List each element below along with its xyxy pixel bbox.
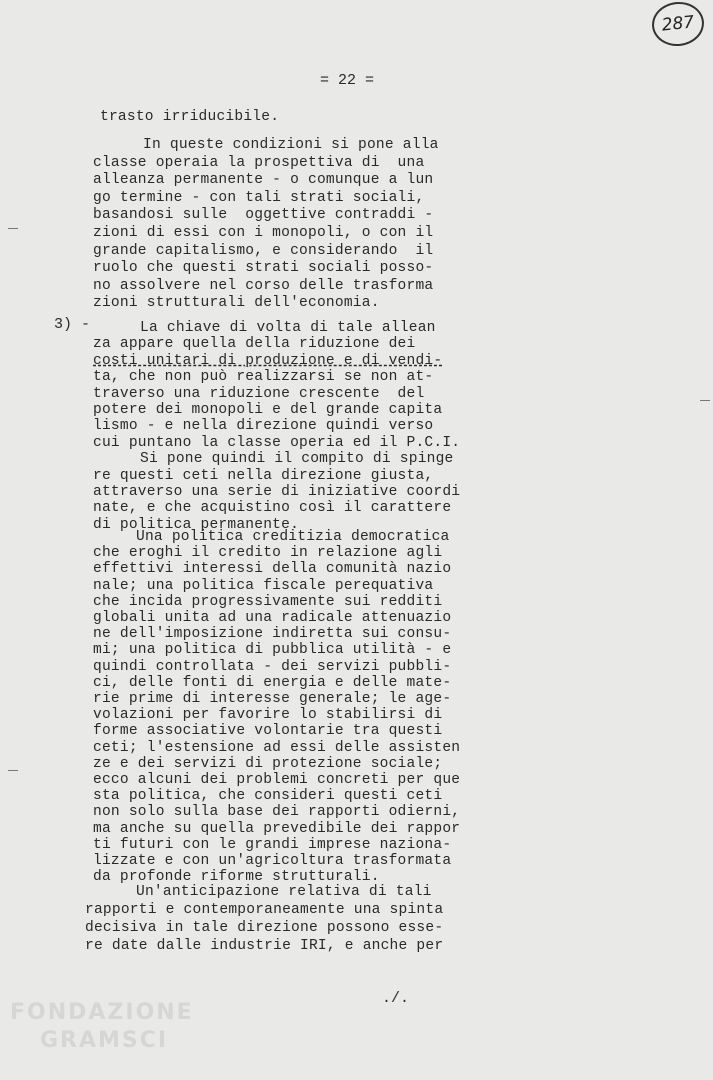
text-line: ceti; l'estensione ad essi delle assisten xyxy=(93,739,461,756)
text-line: trasto irriducibile. xyxy=(100,109,280,125)
margin-mark xyxy=(8,770,18,771)
text-line: decisiva in tale direzione possono esse- xyxy=(85,920,444,936)
text-line: costi unitari di produzione e di vendi- xyxy=(93,352,443,369)
text-line: globali unita ad una radicale attenuazio xyxy=(93,610,452,626)
text-line: che incida progressivamente sui redditi xyxy=(93,593,443,610)
text-line: ci, delle fonti di energia e delle mate- xyxy=(93,674,452,691)
text-line: ruolo che questi strati sociali posso- xyxy=(93,260,434,277)
text-line: quindi controllata - dei servizi pubbli- xyxy=(93,658,452,675)
text-line: re questi ceti nella direzione giusta, xyxy=(93,467,434,484)
text-line: go termine - con tali strati sociali, xyxy=(93,189,425,206)
text-line: forme associative volontarie tra questi xyxy=(93,723,443,740)
text-line: ecco alcuni dei problemi concreti per que xyxy=(93,772,461,788)
page-number: = 22 = xyxy=(320,72,375,89)
text-line: lizzate e con un'agricoltura trasformata xyxy=(93,853,452,869)
margin-mark xyxy=(8,228,18,229)
margin-mark xyxy=(700,400,710,401)
text-line: zioni di essi con i monopoli, o con il xyxy=(93,225,434,241)
continuation-mark: ./. xyxy=(382,990,410,1007)
text-line: traverso una riduzione crescente del xyxy=(93,385,425,402)
text-line: grande capitalismo, e considerando il xyxy=(93,242,434,259)
text-line: classe operaia la prospettiva di una xyxy=(93,154,425,171)
text-line: volazioni per favorire lo stabilirsi di xyxy=(93,707,443,724)
text-line: In queste condizioni si pone alla xyxy=(143,137,439,153)
text-line: rapporti e contemporaneamente una spinta xyxy=(85,902,444,918)
text-line: Un'anticipazione relativa di tali xyxy=(136,884,432,900)
text-line: ti futuri con le grandi imprese naziona- xyxy=(93,836,452,853)
watermark-text: GRAMSCI xyxy=(40,1028,169,1053)
text-line: alleanza permanente - o comunque a lun xyxy=(93,172,434,189)
text-line: Si pone quindi il compito di spinge xyxy=(140,451,454,468)
text-line: basandosi sulle oggettive contraddi - xyxy=(93,207,434,224)
watermark-text: FONDAZIONE xyxy=(10,1000,194,1025)
text-line: che eroghi il credito in relazione agli xyxy=(93,545,443,562)
text-line: ze e dei servizi di protezione sociale; xyxy=(93,755,443,772)
archive-stamp: 287 xyxy=(650,0,706,49)
text-line: Una politica creditizia democratica xyxy=(136,529,450,545)
text-line: effettivi interessi della comunità nazio xyxy=(93,561,452,578)
text-line: potere dei monopoli e del grande capita xyxy=(93,402,443,418)
text-line: nate, e che acquistino così il carattere xyxy=(93,500,452,517)
text-line: za appare quella della riduzione dei xyxy=(93,336,416,353)
text-line: ne dell'imposizione indiretta sui consu- xyxy=(93,626,452,643)
text-line: La chiave di volta di tale allean xyxy=(140,320,436,336)
text-line: rie prime di interesse generale; le age- xyxy=(93,691,452,707)
text-line: re date dalle industrie IRI, e anche per xyxy=(85,938,444,954)
text-line: sta politica, che consideri questi ceti xyxy=(93,788,443,805)
text-line: cui puntano la classe operia ed il P.C.I. xyxy=(93,434,461,451)
text-line: ta, che non può realizzarsi se non at- xyxy=(93,369,434,386)
text-line: da profonde riforme strutturali. xyxy=(93,869,380,886)
text-line: nale; una politica fiscale perequativa xyxy=(93,577,434,594)
text-line: attraverso una serie di iniziative coordi xyxy=(93,484,461,500)
text-line: no assolvere nel corso delle trasforma xyxy=(93,277,434,294)
text-line: zioni strutturali dell'economia. xyxy=(93,295,380,312)
text-line: non solo sulla base dei rapporti odierni, xyxy=(93,804,461,821)
text-line: di politica permanente. xyxy=(93,516,300,533)
text-line: ma anche su quella prevedibile dei rappor xyxy=(93,820,461,837)
text-line: mi; una politica di pubblica utilità - e xyxy=(93,642,452,659)
text-line: lismo - e nella direzione quindi verso xyxy=(93,418,434,435)
section-marker: 3) - xyxy=(54,316,91,333)
